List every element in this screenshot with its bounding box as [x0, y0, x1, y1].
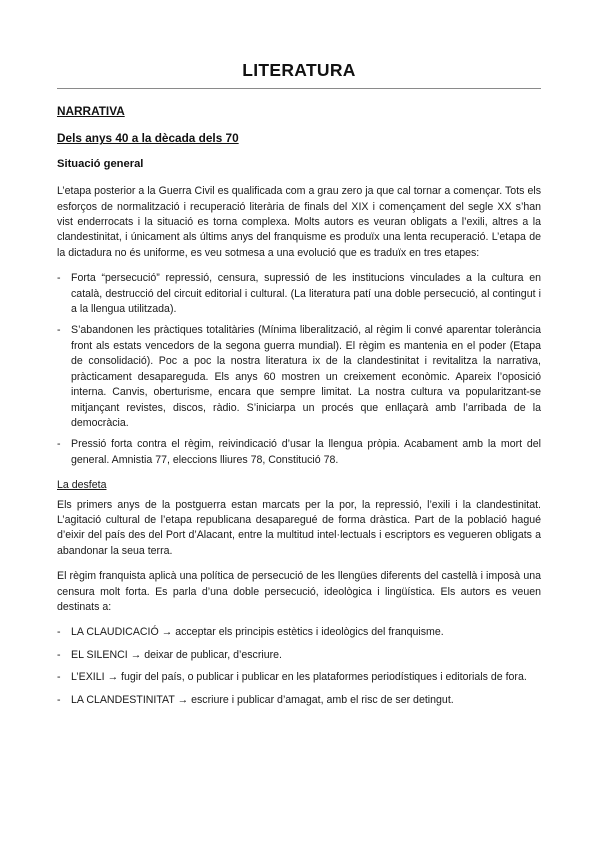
list-item: - S’abandonen les pràctiques totalitàries (Mínima liberalització, al règim li convé aparentar tolerància front als estats vencedors de la segona guerra mundial). El règim es mantenia en el poder (Etapa de consolidació). Poc a poc la nostra literatura ix de la clandestinitat i revitalitza la narrativa, pràcticament desapareguda. Els anys 60 mostren un creixement econòmic. Apareix l’oposició interna. Canvis, oberturisme, encara que sempre limitat. La nostra cultura va popularitzant-se mitjançant revistes, discos, ràdio. S’iniciarpa un procés que enllaçarà amb l’arribada de la democràcia. [57, 323, 541, 431]
title-divider [57, 88, 541, 89]
list-item: - LA CLAUDICACIÓ → acceptar els principis estètics i ideològics del franquisme. [57, 625, 541, 640]
desfeta-heading: La desfeta [57, 479, 107, 492]
subsection-heading: Dels anys 40 a la dècada dels 70 [57, 131, 239, 146]
stages-list [57, 271, 541, 468]
section-heading: NARRATIVA [57, 104, 125, 118]
desfeta-paragraph-2: El règim franquista aplicà una política de persecució de les llengües diferents del castellà i imposà una censura molt forta. Es parla d’una doble persecució, ideològica i lingüística. Els autors es veuen destinats a: [57, 570, 541, 613]
list-item: - LA CLANDESTINITAT → escriure i publicar d’amagat, amb el risc de ser detingut. [57, 693, 541, 708]
list-item: - L’EXILI → fugir del país, o publicar i publicar en les plataformes periodístiques i editorials de fora. [57, 670, 541, 685]
page-title: LITERATURA [242, 60, 356, 80]
list-item: - Forta “persecució” repressió, censura, supressió de les institucions vinculades a la cultura en català, destrucció del circuit editorial i cultural. (La literatura patí una doble persecució, al contingut i a la llengua utilitzada). [57, 271, 541, 317]
intro-paragraph: L’etapa posterior a la Guerra Civil es qualificada com a grau zero ja que cal tornar a començar. Tots els esforços de normalització i recuperació literària de finals del XIX i començament del segle XX s’han vist enderrocats i la situació es torna complexa. Molts autors es veuran obligats a l’exili, altres a la clandestinitat, i únicament als últims anys del franquisme es produïx una lenta recuperació. L’etapa de la dictadura no és uniforme, es veu sotmesa a una evolució que es traduïx en tres etapes: [57, 185, 541, 259]
list-item: - Pressió forta contra el règim, reivindicació d’usar la llengua pròpia. Acabament amb la mort del general. Amnistia 77, eleccions lliures 78, Constitució 78. [57, 437, 541, 468]
situation-heading: Situació general [57, 157, 144, 170]
destinations-list [57, 625, 541, 708]
list-item: - EL SILENCI → deixar de publicar, d’escriure. [57, 648, 541, 663]
desfeta-paragraph-1: Els primers anys de la postguerra estan marcats per la por, la repressió, l’exili i la clandestinitat. L’agitació cultural de l’etapa republicana desaparegué de forma dràstica. Part de la població hagué d’eixir del país des del Port d’Alacant, entre la multitud intel·lectuals i escriptors es vegueren obligats a abandonar la seua terra. [57, 498, 541, 557]
document-body [57, 104, 541, 718]
